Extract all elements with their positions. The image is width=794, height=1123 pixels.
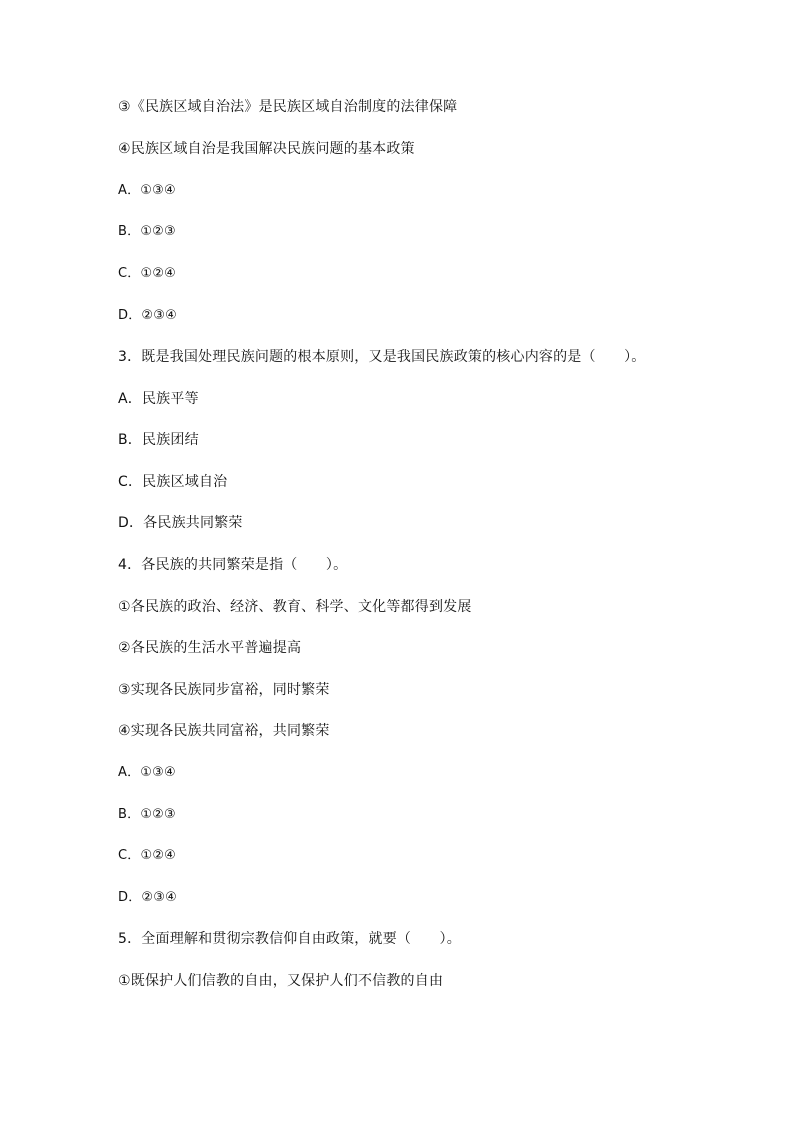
question-3: 3．既是我国处理民族问题的根本原则，又是我国民族政策的核心内容的是（ ）。 [118, 349, 646, 365]
q3-option-d: D．各民族共同繁荣 [118, 515, 243, 531]
q2-option-d: D．②③④ [118, 308, 177, 323]
q4-statement-4: ④实现各民族共同富裕，共同繁荣 [118, 723, 330, 739]
statement-3: ③《民族区域自治法》是民族区域自治制度的法律保障 [118, 99, 458, 115]
q3-option-b: B．民族团结 [118, 432, 199, 448]
question-4: 4．各民族的共同繁荣是指（ ）。 [118, 557, 348, 573]
q3-option-c: C．民族区域自治 [118, 474, 228, 490]
question-5: 5．全面理解和贯彻宗教信仰自由政策，就要（ ）。 [118, 931, 461, 947]
q4-statement-3: ③实现各民族同步富裕，同时繁荣 [118, 682, 330, 698]
q4-option-c: C．①②④ [118, 848, 177, 863]
q5-statement-1: ①既保护人们信教的自由，又保护人们不信教的自由 [118, 973, 444, 989]
q4-statement-2: ②各民族的生活水平普遍提高 [118, 640, 302, 656]
q4-option-d: D．②③④ [118, 890, 177, 905]
q4-option-b: B．①②③ [118, 807, 176, 822]
q2-option-a: A．①③④ [118, 183, 176, 198]
q2-option-b: B．①②③ [118, 224, 176, 239]
statement-4: ④民族区域自治是我国解决民族问题的基本政策 [118, 141, 415, 157]
q4-statement-1: ①各民族的政治、经济、教育、科学、文化等都得到发展 [118, 599, 472, 615]
q3-option-a: A．民族平等 [118, 391, 199, 407]
q2-option-c: C．①②④ [118, 266, 177, 281]
q4-option-a: A．①③④ [118, 765, 176, 780]
